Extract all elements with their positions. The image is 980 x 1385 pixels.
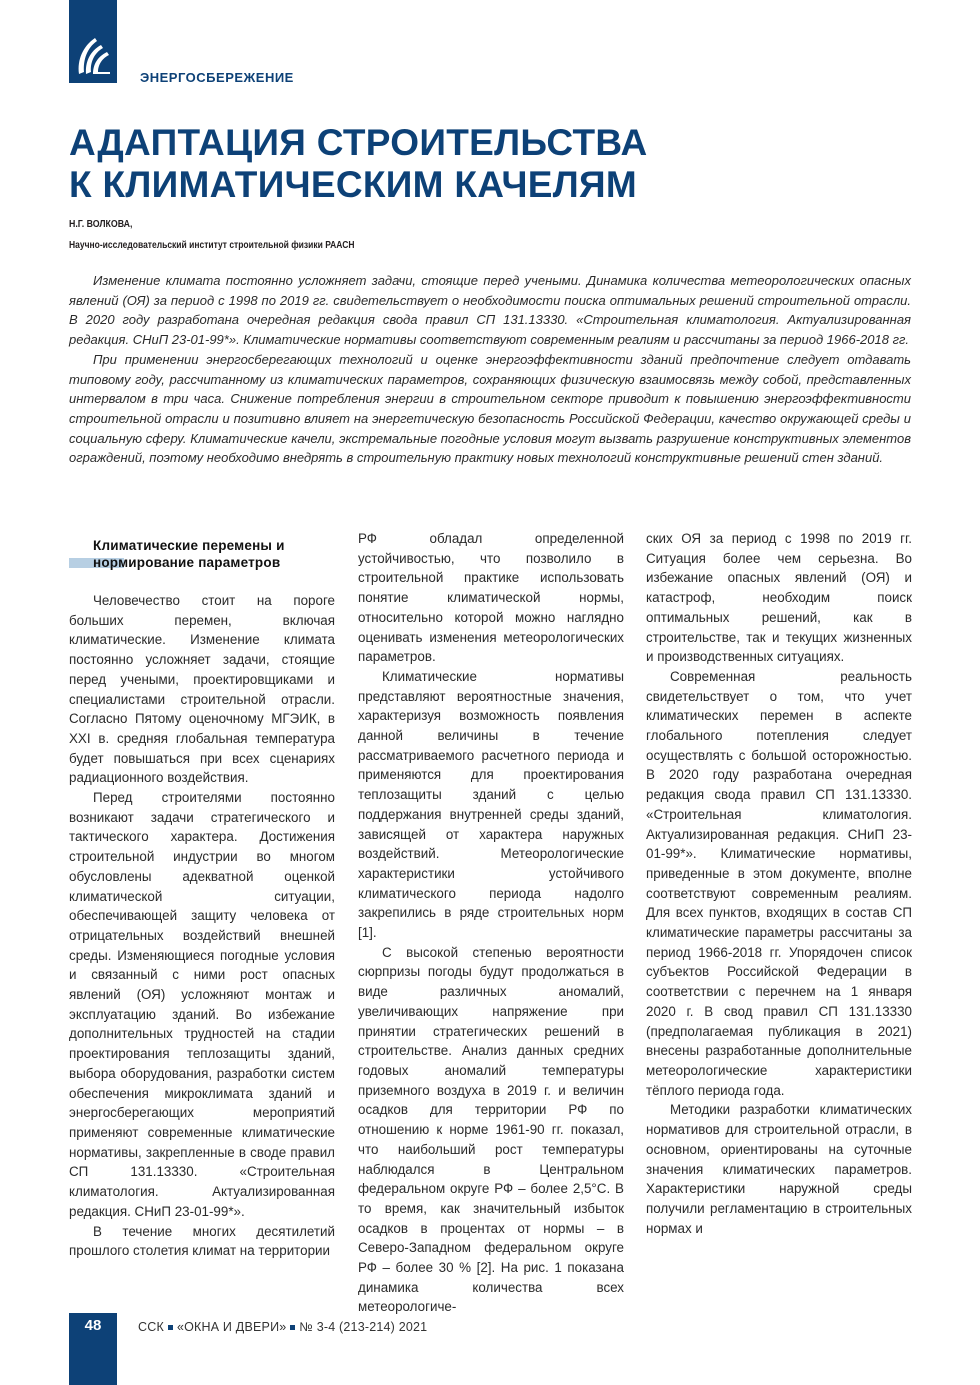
text-column-3: [646, 529, 912, 1238]
footer-publication: [138, 1320, 427, 1334]
abstract-paragraph-1: Изменение климата постоянно усложняет задачи, стоящие перед учеными. Динамика количества метеорологических опасных явлений (ОЯ) за период с 1998 по 2019 гг. свидетельствует о необходимости поиска оптимальных решений строительной отрасли. В 2020 году разработана очередная редакция свода правил СП 131.13330. «Строительная климатология. Актуализированная редакция. СНиП 23-01-99*». Климатические нормативы соответствуют современным реалиям и рассчитаны за период 1966-2018 гг.: [69, 273, 911, 348]
body-paragraph: Современная реальность свидетельствует о том, что учет климатических перемен в аспекте глобального потепления следует осуществлять с большой осторожностью. В 2020 году разработана очередная редакция свода правил СП 131.13330. «Строительная климатология. Актуализированная редакция. СНиП 23-01-99*». Климатические нормативы, приведенные в этом документе, вполне соответствуют современным реалиям. Для всех пунктов, входящих в состав СП климатические параметры рассчитаны за период 1966-2018 гг. Упорядочен список субъектов Российской Федерации в соответствии с перечнем на 1 января 2020 г. В свод правил СП 131.13330 (предполагаемая публикация в 2021) внесены разработанные дополнительные метеорологические характеристики тёплого периода года.: [646, 668, 912, 1098]
stylized-arcs-logo-icon: [75, 36, 111, 76]
section-label: ЭНЕРГОСБЕРЕЖЕНИЕ: [140, 70, 294, 85]
article-title: [69, 122, 648, 206]
page-number-block: [69, 1313, 117, 1385]
body-paragraph: ских ОЯ за период с 1998 по 2019 гг. Ситуация более чем серьезна. Во избежание опасных явлений (ОЯ) и катастроф, необходим поиск оптимальных решений, как в строительстве, так и текущих жизненных и производственных ситуациях.: [646, 531, 912, 665]
body-paragraph: В течение многих десятилетий прошлого столетия климат на территории: [69, 1223, 335, 1259]
body-paragraph: Климатические нормативы представляют вероятностные значения, характеризуя возможность появления данной величины в течение рассматриваемого расчетного периода и применяются для проектирования теплозащиты зданий с целью поддержания внутренней среды зданий, зависящей от характера наружных воздействий. Метеорологические характеристики устойчивого климатического периода надолго закрепились в ряде строительных норм [1].: [358, 668, 624, 941]
footer-title: «ОКНА И ДВЕРИ»: [176, 1320, 287, 1334]
body-paragraph: Методики разработки климатических нормативов для строительной отрасли, в основном, ориентированы на суточные значения климатических параметров. Характеристики наружной среды получили регламентацию в строительных нормах и: [646, 1102, 912, 1236]
subheading-text: Климатические перемены и нормирование параметров: [93, 538, 285, 570]
title-line-2: К КЛИМАТИЧЕСКИМ КАЧЕЛЯМ: [69, 164, 638, 205]
body-paragraph: Человечество стоит на пороге больших перемен, включая климатические. Изменение климата постоянно усложняет задачи, стоящие перед учеными, проектировщиками и специалистами строительной отрасли. Согласно Пятому оценочному МГЭИК, в XXI в. средняя глобальная температура будет повышаться при всех сценариях радиационного воздействия.: [69, 593, 335, 786]
text-column-2: [358, 529, 624, 1317]
title-line-1: АДАПТАЦИЯ СТРОИТЕЛЬСТВА: [69, 122, 648, 163]
body-paragraph: Перед строителями постоянно возникают задачи стратегического и тактического характера. Достижения строительной индустрии во многом обусловлены адекватной оценкой климатической ситуации, обеспечивающей защиту человека от отрицательных воздействий внешней среды. Изменяющиеся погодные условия и связанный с ними рост опасных явлений (ОЯ) усложняют монтаж и эксплуатацию зданий. Во избежание дополнительных трудностей на стадии проектирования теплозащиты зданий, выбора оборудования, разработки систем обеспечения микроклимата зданий и энергосберегающих мероприятий применяют современные климатические нормативы, закрепленные в своде правил СП 131.13330. «Строительная климатология. Актуализированная редакция. СНиП 23-01-99*».: [69, 790, 335, 1219]
section-subheading: [69, 537, 335, 571]
page-number: 48: [84, 1317, 102, 1334]
article-abstract: [69, 271, 911, 468]
author-affiliation: Научно-исследовательский институт строительной физики РААСН: [69, 240, 355, 251]
abstract-paragraph-2: При применении энергосберегающих технологий и оценке энергоэффективности зданий предпочтение следует отдавать типовому году, рассчитанному из климатических параметров, сохраняющих физическую взаимосвязь между собой, представленных интервалом в три часа. Снижение потребления энергии в строительном секторе приводит к повышению энергоэффективности строительной отрасли и позитивно влияет на энергетическую безопасность Российской Федерации, качество окружающей среды и социальную сферу. Климатические качели, экстремальные погодные условия могут вызвать разрушение конструктивных элементов ограждений, поэтому необходимо внедрять в строительную практику новых технологий конструктивные решений стен зданий.: [69, 351, 911, 466]
text-column-1: [69, 529, 335, 1261]
body-paragraph: РФ обладал определенной устойчивостью, что позволило в строительной практике использовать понятие климатической нормы, относительно которой можно наглядно оценивать изменения метеорологических параметров.: [358, 531, 624, 665]
square-bullet-icon: [290, 1325, 295, 1330]
body-paragraph: С высокой степенью вероятности сюрпризы погоды будут продолжаться в виде различных аномалий, увеличивающих напряжение при принятии стратегических решений в строительстве. Анализ данных средних годовых аномалий температуры приземного воздуха в 2019 г. и величин осадков для территории РФ по отношению к норме 1961-90 гг. показал, что наибольший рост температуры наблюдался в Центральном федеральном округе РФ – более 2,5°С. В то время, как значительный избыток осадков в процентах от нормы – в Северо-Западном федеральном округе РФ – более 30 % [2]. На рис. 1 показана динамика количества всех метеорологиче-: [358, 944, 624, 1315]
header-brand-block: [69, 0, 117, 83]
square-bullet-icon: [168, 1325, 173, 1330]
author-name: Н.Г. ВОЛКОВА,: [69, 219, 133, 230]
footer-magazine: ССК: [138, 1320, 164, 1334]
footer-issue: № 3-4 (213-214) 2021: [299, 1320, 428, 1334]
